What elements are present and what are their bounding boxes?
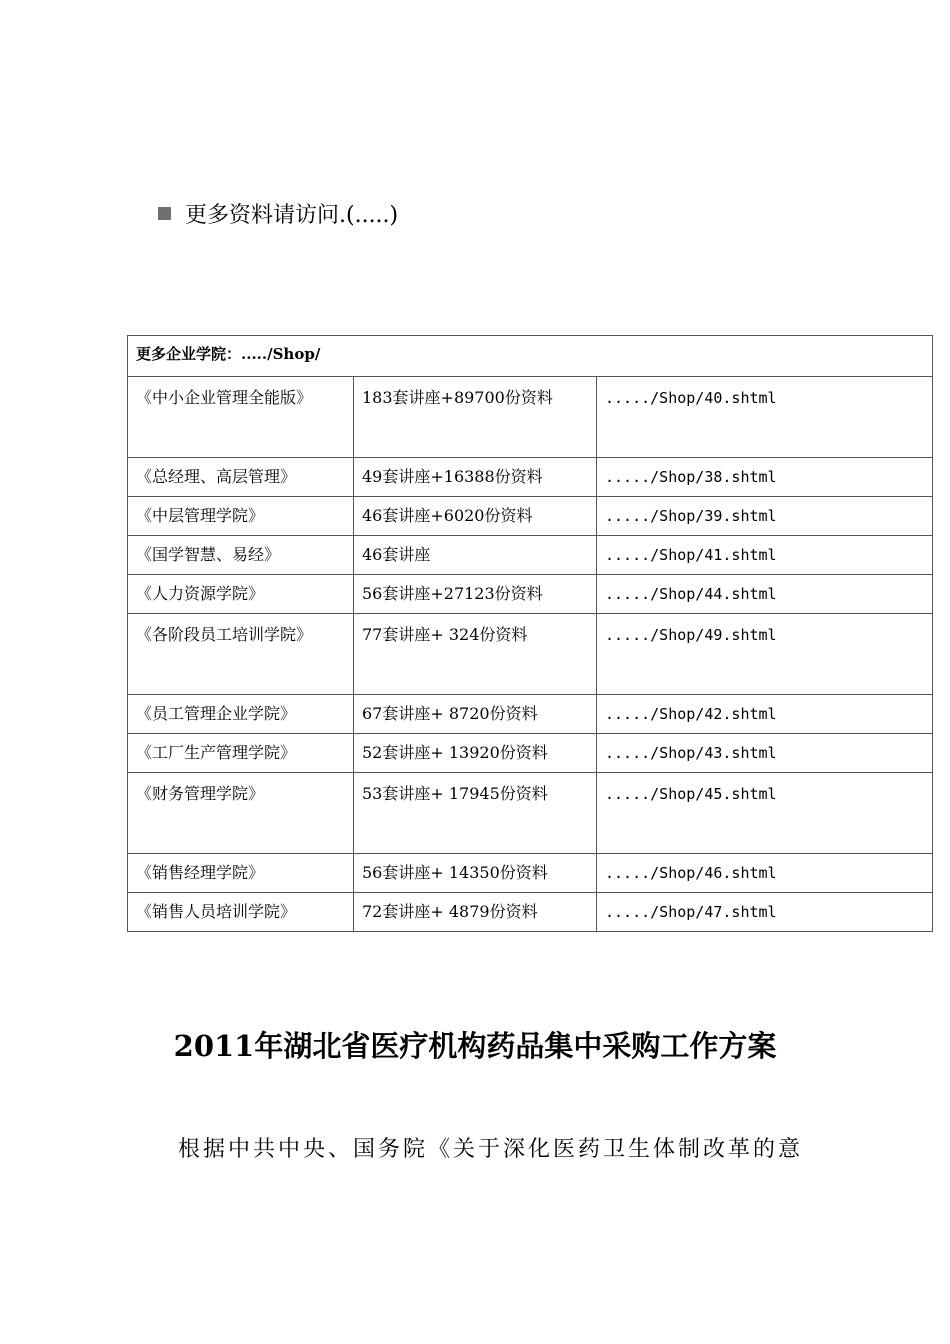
course-name: 《总经理、高层管理》 [128, 458, 354, 497]
course-name: 《财务管理学院》 [128, 773, 354, 854]
table-row [128, 536, 933, 575]
course-name: 《员工管理企业学院》 [128, 695, 354, 734]
table-row [128, 734, 933, 773]
course-name: 《工厂生产管理学院》 [128, 734, 354, 773]
course-detail: 46套讲座 [354, 536, 597, 575]
table-row [128, 893, 933, 932]
course-link[interactable]: ...../Shop/46.shtml [597, 854, 933, 893]
body-paragraph-first-line: 根据中共中央、国务院《关于深化医药卫生体制改革的意 [178, 1137, 804, 1162]
more-info-text: 更多资料请访问.(.....) [185, 203, 399, 228]
more-info-bullet [158, 198, 398, 229]
square-bullet-icon [158, 207, 171, 220]
course-link[interactable]: ...../Shop/47.shtml [597, 893, 933, 932]
course-name: 《国学智慧、易经》 [128, 536, 354, 575]
course-name: 《各阶段员工培训学院》 [128, 614, 354, 695]
table-row [128, 497, 933, 536]
table-body [128, 377, 933, 932]
course-detail: 52套讲座+ 13920份资料 [354, 734, 597, 773]
course-detail: 77套讲座+ 324份资料 [354, 614, 597, 695]
course-link[interactable]: ...../Shop/40.shtml [597, 377, 933, 458]
course-detail: 46套讲座+6020份资料 [354, 497, 597, 536]
table-row [128, 614, 933, 695]
course-name: 《人力资源学院》 [128, 575, 354, 614]
course-link[interactable]: ...../Shop/43.shtml [597, 734, 933, 773]
course-name: 《中小企业管理全能版》 [128, 377, 354, 458]
table-header: 更多企业学院：...../Shop/ [128, 336, 933, 377]
table-row [128, 377, 933, 458]
course-name: 《销售经理学院》 [128, 854, 354, 893]
course-link[interactable]: ...../Shop/44.shtml [597, 575, 933, 614]
document-title: 2011年湖北省医疗机构药品集中采购工作方案 [173, 1029, 777, 1063]
course-link[interactable]: ...../Shop/42.shtml [597, 695, 933, 734]
course-detail: 72套讲座+ 4879份资料 [354, 893, 597, 932]
course-detail: 56套讲座+ 14350份资料 [354, 854, 597, 893]
course-detail: 67套讲座+ 8720份资料 [354, 695, 597, 734]
table-row [128, 773, 933, 854]
course-link[interactable]: ...../Shop/45.shtml [597, 773, 933, 854]
course-detail: 53套讲座+ 17945份资料 [354, 773, 597, 854]
course-name: 《中层管理学院》 [128, 497, 354, 536]
table-row [128, 695, 933, 734]
course-link[interactable]: ...../Shop/41.shtml [597, 536, 933, 575]
course-detail: 183套讲座+89700份资料 [354, 377, 597, 458]
course-link[interactable]: ...../Shop/49.shtml [597, 614, 933, 695]
course-link[interactable]: ...../Shop/39.shtml [597, 497, 933, 536]
course-detail: 49套讲座+16388份资料 [354, 458, 597, 497]
course-table [127, 335, 933, 932]
table-row [128, 854, 933, 893]
course-detail: 56套讲座+27123份资料 [354, 575, 597, 614]
course-link[interactable]: ...../Shop/38.shtml [597, 458, 933, 497]
course-name: 《销售人员培训学院》 [128, 893, 354, 932]
table-row [128, 458, 933, 497]
table-row [128, 575, 933, 614]
